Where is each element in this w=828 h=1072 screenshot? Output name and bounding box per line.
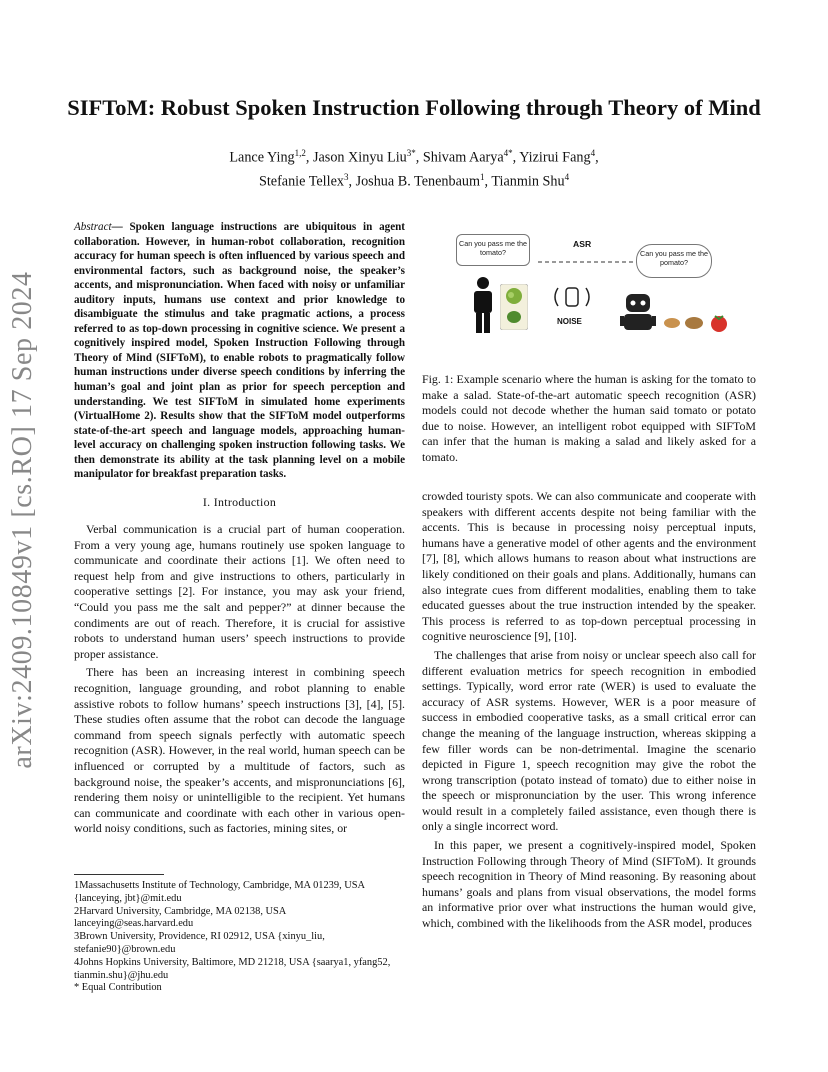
paper-title: SIFToM: Robust Spoken Instruction Following through Theory of Mind <box>67 95 761 120</box>
abstract-text: — Spoken language instructions are ubiquitous in agent collaboration. However, in human-robot collaboration, recognition accuracy for human speech is often influenced by various speech and environmental factors, such as background noise, the speaker’s accents, and mispronunciation. When faced with noisy or unfamiliar auditory inputs, humans use context and prior knowledge to disambiguate the stimulus and take pragmatic actions, a process referred to as top-down processing in cognitive science. We present a cognitively inspired model, Spoken Instruction Following through Theory of Mind (SIFToM), to enable robots to pragmatically follow human instructions under diverse speech conditions by inferring the human’s goal and joint plan as prior for speech perception and understanding. We test SIFToM in simulated home experiments (VirtualHome 2). Results show that the SIFToM model outperforms state-of-the-art speech and language models, approaching human-level accuracy on challenging spoken instruction following tasks. We then demonstrate its ability at the task planning level on a mobile manipulator for breakfast preparation tasks. <box>74 221 405 481</box>
robot-icon <box>620 290 656 334</box>
salad-ingredients-icon <box>500 284 528 330</box>
tomato-icon <box>708 312 730 334</box>
right-column-body <box>422 489 756 935</box>
asr-label: ASR <box>573 239 592 249</box>
footnote: 3Brown University, Providence, RI 02912, USA {xinyu_liu, stefanie90}@brown.edu <box>74 931 325 955</box>
authors-line-1: Lance Ying$^{1,2}$, Jason Xinyu Liu$^{3*}$, Shivam Aarya$^{4*}$, Yizirui Fang$^4$, <box>229 148 599 166</box>
human-speech-bubble: Can you pass me the tomato? <box>456 234 530 266</box>
noise-icon <box>552 284 592 310</box>
cookie-icon <box>662 316 682 330</box>
abstract <box>74 220 405 482</box>
footnotes <box>74 880 405 995</box>
footnote: 1Massachusetts Institute of Technology, Cambridge, MA 01239, USA {lanceying, jbt}@mit.edu <box>74 880 365 904</box>
paragraph: The challenges that arise from noisy or unclear speech also call for different evaluation metrics for speech recognition in embodied settings. Typically, word error rate (WER) is used to evaluate the accuracy of ASR systems. However, WER is a poor measure of success in embodied cooperative tasks, as a small critical error can change the meaning of the language instruction, whereas skipping a few filler words can be non-detrimental. Imagine the scenario depicted in Figure 1, speech recognition may give the robot the wrong transcription (potato instead of tomato) due to either noise in the speech or mispronunciation by the user. This wrong inference would result in a completely failed assistance, even though there is only a single incorrect word. <box>422 647 756 834</box>
footnote: 4Johns Hopkins University, Baltimore, MD 21218, USA {saarya1, yfang52, tianmin.shu}@jhu.edu <box>74 956 391 981</box>
footnote: * Equal Contribution <box>74 982 162 994</box>
paragraph: There has been an increasing interest in combining speech recognition, language grounding, and robot planning to enable assistive robots to follow humans’ speech instructions [3], [4], [5]. These studies often assume that the robot can decode the language command from speech signals perfectly with automatic speech recognition (ASR). However, in the real world, human speech can be influenced or corrupted by a multitude of factors, such as background noise, the speaker’s accents, and mispronunciations [6], rendering them noisy or unintelligible to the recipient. Yet humans can communicate and coordinate with each other in various open-world noisy conditions, such as factories, mining sites, or <box>74 665 405 836</box>
section-heading-introduction: I. Introduction <box>202 495 277 509</box>
left-column-body <box>74 522 405 840</box>
human-icon <box>470 276 496 334</box>
paragraph: Verbal communication is a crucial part of human cooperation. From a very young age, humans routinely use spoken language to communicate and coordinate their actions [1]. We often need to request help from and give instructions to others, particularly in cooperative settings [2]. For instance, you may ask your friend, “Could you pass me the salt and pepper?” at dinner because the condiments are out of reach. Therefore, it is crucial for assistive robots to understand human users’ speech instructions to provide proper assistance. <box>74 522 405 661</box>
paragraph: crowded touristy spots. We can also communicate and cooperate with speakers with different accents despite not being familiar with the accents. This is because in processing noisy perceptual inputs, humans have a generative model of other agents and the environment [7], [8], which allows humans to reason about what instructions are likely conditioned on their goals and plans. Additionally, humans can also integrate cues from different modalities, enabling them to take educated guesses about the true instruction intended by the speaker. This process is referred to as top-down perceptual processing in cognitive neuroscience [9], [10]. <box>422 489 756 644</box>
author-list <box>100 144 728 191</box>
noise-label: NOISE <box>557 317 582 326</box>
figure-1-caption: Fig. 1: Example scenario where the human is asking for the tomato to make a salad. State-of-the-art automatic speech recognition (ASR) models could not decode whether the human said tomato or potato due to noise. However, an intelligent robot equipped with SIFToM can infer that the human is making a salad and likely asked for a tomato. <box>422 372 756 464</box>
footnote-rule <box>74 874 164 875</box>
potato-icon <box>684 314 704 330</box>
paragraph: In this paper, we present a cognitively-inspired model, Spoken Instruction Following through Theory of Mind (SIFToM). It grounds speech recognition in Theory of Mind reasoning. By reasoning about humans’ goals and plans from visual observations, the model forms an informative prior over what instructions the human would give, which, combined with the likelihoods from the ASR model, produces <box>422 838 756 931</box>
arxiv-stamp: arXiv:2409.10849v1 [cs.RO] 17 Sep 2024 <box>7 271 38 769</box>
footnote: 2Harvard University, Cambridge, MA 02138, USA lanceying@seas.harvard.edu <box>74 905 286 930</box>
robot-thought-bubble: Can you pass me the pomato? <box>636 244 712 278</box>
figure-1 <box>440 228 740 348</box>
abstract-label: Abstract <box>74 221 112 233</box>
authors-line-2: Stefanie Tellex$^3$, Joshua B. Tenenbaum$^1$, Tianmin Shu$^4$ <box>258 171 570 190</box>
